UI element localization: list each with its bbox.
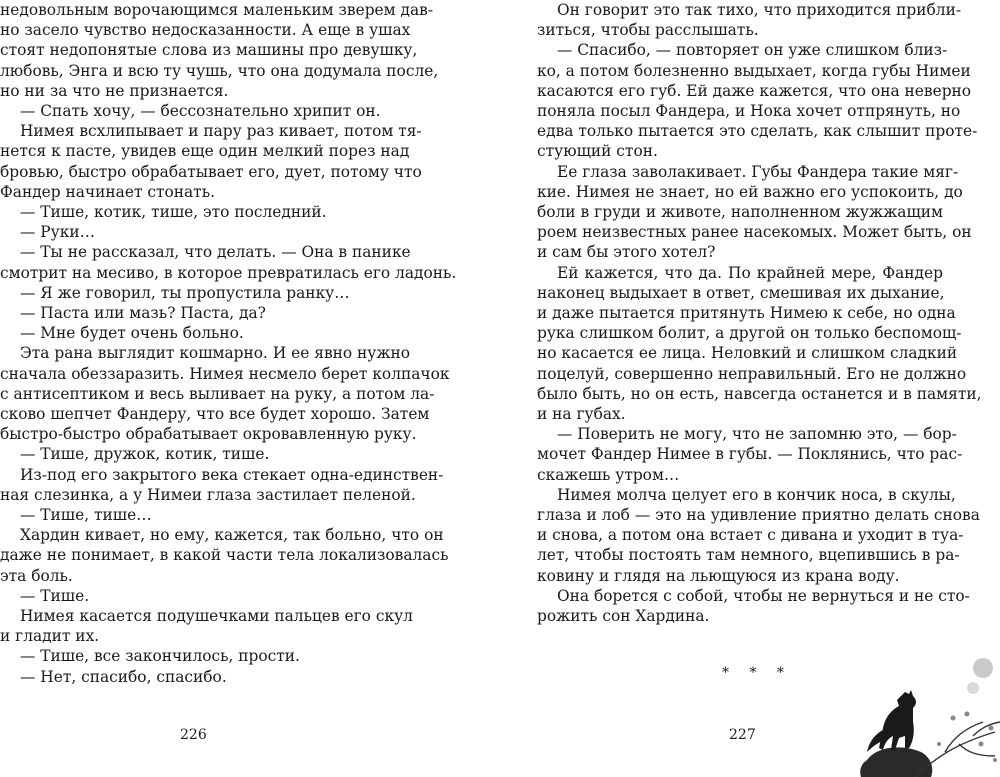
text-line: быстро-быстро обрабатывает окровавленную руку. — [0, 425, 417, 444]
text-line: Ей кажется, что да. По крайней мере, Фандер — [557, 263, 943, 282]
text-line: Она борется с собой, чтобы не вернуться и не сто- — [557, 586, 970, 605]
text-line: ковину и глядя на льющуюся из крана воду. — [537, 566, 900, 585]
text-line: эта боль. — [0, 566, 73, 585]
text-line: — Я же говорил, ты пропустила ранку… — [20, 283, 350, 302]
text-line: скажешь утром… — [537, 465, 680, 484]
text-line: и даже пытается притянуть Нимею к себе, но одна — [537, 304, 956, 322]
text-line: — Тише. — [20, 586, 90, 605]
text-line: Нимея всхлипывает и пару раз кивает, потом тя- — [20, 122, 422, 141]
text-line: кие. Нимея не знает, но ей важно его успокоить, до — [537, 182, 963, 201]
right-page-number: 227 — [729, 727, 756, 743]
text-line: — Руки… — [20, 223, 95, 242]
text-line: — Мне будет очень больно. — [20, 324, 244, 343]
text-line: — Тише, котик, тише, это последний. — [20, 203, 327, 221]
text-line: — Спасибо, — повторяет он уже слишком близ- — [557, 41, 948, 60]
left-page-number: 226 — [180, 727, 207, 743]
text-line: касаются его губ. Ей даже кажется, что она неверно — [537, 81, 972, 100]
text-line: было быть, но он есть, навсегда останется и в памяти, — [537, 384, 982, 403]
text-line: Фандер начинает стонать. — [0, 182, 215, 201]
text-line: недовольным ворочающимся маленьким зверем дав- — [0, 1, 434, 19]
text-line: Хардин кивает, но ему, кажется, так больно, что он — [20, 526, 444, 545]
text-line: — Тише, тише… — [20, 506, 152, 524]
text-line: но засело чувство недосказанности. А еще в ушах — [0, 21, 411, 40]
text-line: ная слезинка, а у Нимеи глаза застилает пеленой. — [0, 485, 416, 504]
text-line: Ее глаза заволакивает. Губы Фандера такие мяг- — [557, 162, 959, 181]
text-line: сково шепчет Фандеру, что все будет хорошо. Затем — [0, 405, 430, 423]
text-line: стоят недопонятые слова из машины про девушку, — [0, 41, 418, 60]
text-line: и снова, а потом она встает с дивана и уходит в туа- — [537, 526, 964, 545]
text-line: глаза и лоб — это на удивление приятно делать снова — [537, 506, 980, 524]
text-line: — Поверить не могу, что не запомню это, — бор- — [557, 425, 957, 444]
text-line: и сам бы этого хотел? — [537, 243, 716, 262]
text-line: но касается ее лица. Неловкий и слишком сладкий — [537, 344, 958, 363]
text-line: лет, чтобы постоять там немного, вцепившись в ра- — [537, 546, 960, 565]
text-line: бровью, быстро обрабатывает его, дует, потому что — [0, 162, 422, 181]
text-line: Из-под его закрытого века стекает одна-единствен- — [20, 465, 444, 484]
text-line: — Тише, дружок, котик, тише. — [20, 445, 270, 464]
text-line: — Нет, спасибо, спасибо. — [20, 667, 227, 686]
text-line: мочет Фандер Нимее в губы. — Поклянись, что рас- — [537, 445, 963, 464]
text-line: и гладит их. — [0, 627, 100, 646]
text-line: но ни за что не признается. — [0, 81, 229, 100]
text-line: нется к пасте, увидев еще один мелкий порез над — [0, 142, 410, 161]
text-line: сначала обеззаразить. Нимея несмело берет колпачок — [0, 364, 450, 383]
text-line: поцелуй, совершенно неправильный. Его не должно — [537, 364, 967, 383]
text-line: любовь, Энга и всю ту чушь, что она додумала после, — [0, 61, 439, 80]
text-line: ко, а потом болезненно выдыхает, когда губы Нимеи — [537, 61, 971, 80]
text-line: боли в груди и животе, наполненном жужжащим — [537, 203, 943, 221]
text-line: Нимея касается подушечками пальцев его скул — [20, 607, 413, 625]
text-line: — Спать хочу, — бессознательно хрипит он. — [20, 102, 381, 120]
text-line: смотрит на месиво, в которое превратилась его ладонь. — [0, 263, 457, 282]
text-line: с антисептиком и весь выливает на руку, а потом ла- — [0, 384, 435, 403]
wolf-silhouette-icon — [855, 648, 1000, 777]
text-line: — Тише, все закончилось, прости. — [20, 647, 300, 666]
text-line: зиться, чтобы расслышать. — [537, 21, 759, 40]
text-line: и на губах. — [537, 405, 626, 423]
text-line: стующий стон. — [537, 142, 658, 161]
text-line: Он говорит это так тихо, что приходится прибли- — [557, 1, 962, 19]
text-line: рожить сон Хардина. — [537, 607, 710, 625]
text-line: — Паста или мазь? Паста, да? — [20, 304, 266, 322]
text-line: Нимея молча целует его в кончик носа, в скулы, — [557, 485, 956, 504]
text-line: поняла посыл Фандера, и Нока хочет отпрянуть, но — [537, 102, 961, 120]
text-line: даже не понимает, в какой части тела локализовалась — [0, 546, 449, 565]
text-line: рука слишком болит, а другой он только беспомощ- — [537, 324, 962, 343]
text-line: наконец выдыхает в ответ, смешивая их дыхание, — [537, 283, 945, 302]
text-line: — Ты не рассказал, что делать. — Она в панике — [20, 243, 411, 262]
text-line: Эта рана выглядит кошмарно. И ее явно нужно — [20, 344, 411, 363]
text-line: роем неизвестных ранее насекомых. Может быть, он — [537, 223, 972, 242]
text-line: едва только пытается это сделать, как слышит проте- — [537, 122, 978, 141]
section-break-ornament: * * * — [722, 665, 792, 681]
